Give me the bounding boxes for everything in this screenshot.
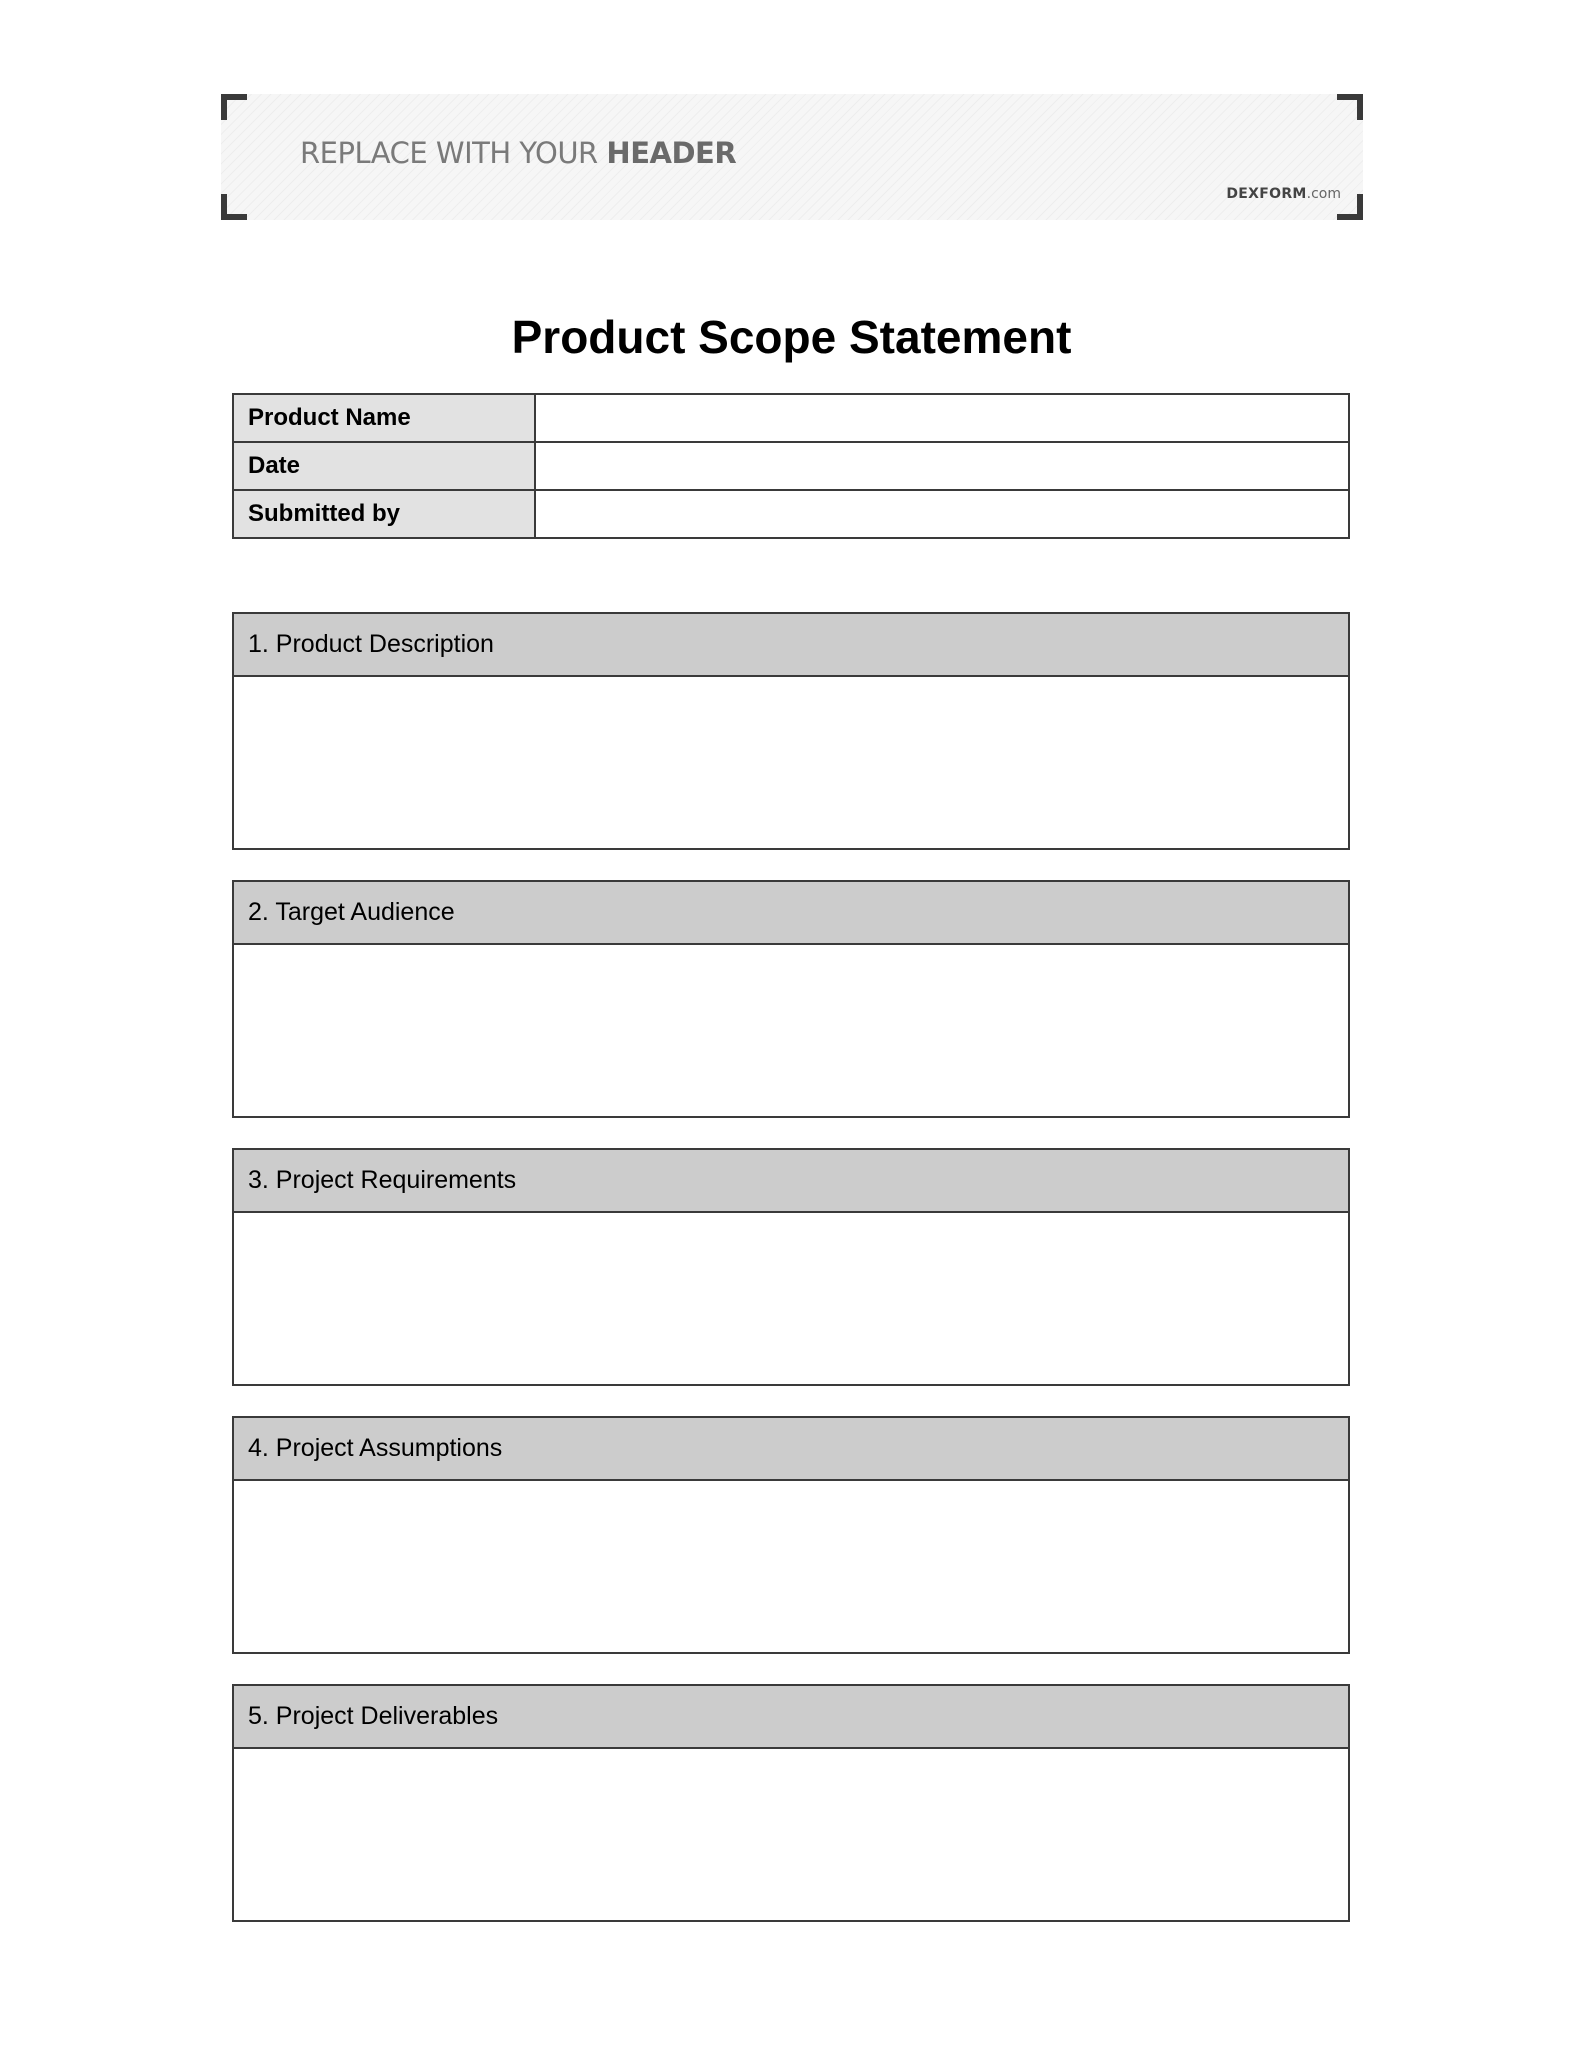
section-header: 1. Product Description <box>234 614 1348 677</box>
info-row-product-name <box>233 394 1349 442</box>
section-project-requirements <box>232 1148 1350 1386</box>
product-name-field[interactable] <box>535 394 1349 442</box>
product-name-label: Product Name <box>233 394 535 442</box>
info-row-submitted-by <box>233 490 1349 538</box>
section-header: 3. Project Requirements <box>234 1150 1348 1213</box>
corner-mark-top-right <box>1337 94 1363 120</box>
header-text-light: REPLACE WITH YOUR <box>300 136 607 170</box>
section-header: 2. Target Audience <box>234 882 1348 945</box>
section-product-description <box>232 612 1350 850</box>
section-header: 4. Project Assumptions <box>234 1418 1348 1481</box>
project-requirements-field[interactable] <box>234 1213 1348 1384</box>
brand-logo <box>1226 186 1341 202</box>
project-assumptions-field[interactable] <box>234 1481 1348 1652</box>
target-audience-field[interactable] <box>234 945 1348 1116</box>
brand-name: DEXFORM <box>1226 186 1307 202</box>
project-deliverables-field[interactable] <box>234 1749 1348 1920</box>
section-project-assumptions <box>232 1416 1350 1654</box>
corner-mark-bottom-left <box>221 194 247 220</box>
header-banner <box>221 94 1363 220</box>
product-description-field[interactable] <box>234 677 1348 848</box>
section-target-audience <box>232 880 1350 1118</box>
info-row-date <box>233 442 1349 490</box>
date-field[interactable] <box>535 442 1349 490</box>
date-label: Date <box>233 442 535 490</box>
brand-domain: .com <box>1306 186 1341 202</box>
section-project-deliverables <box>232 1684 1350 1922</box>
header-placeholder-text <box>300 136 736 170</box>
submitted-by-field[interactable] <box>535 490 1349 538</box>
header-text-bold: HEADER <box>606 136 737 170</box>
submitted-by-label: Submitted by <box>233 490 535 538</box>
page-title: Product Scope Statement <box>511 311 1072 363</box>
section-header: 5. Project Deliverables <box>234 1686 1348 1749</box>
product-info-table <box>232 393 1350 539</box>
corner-mark-top-left <box>221 94 247 120</box>
